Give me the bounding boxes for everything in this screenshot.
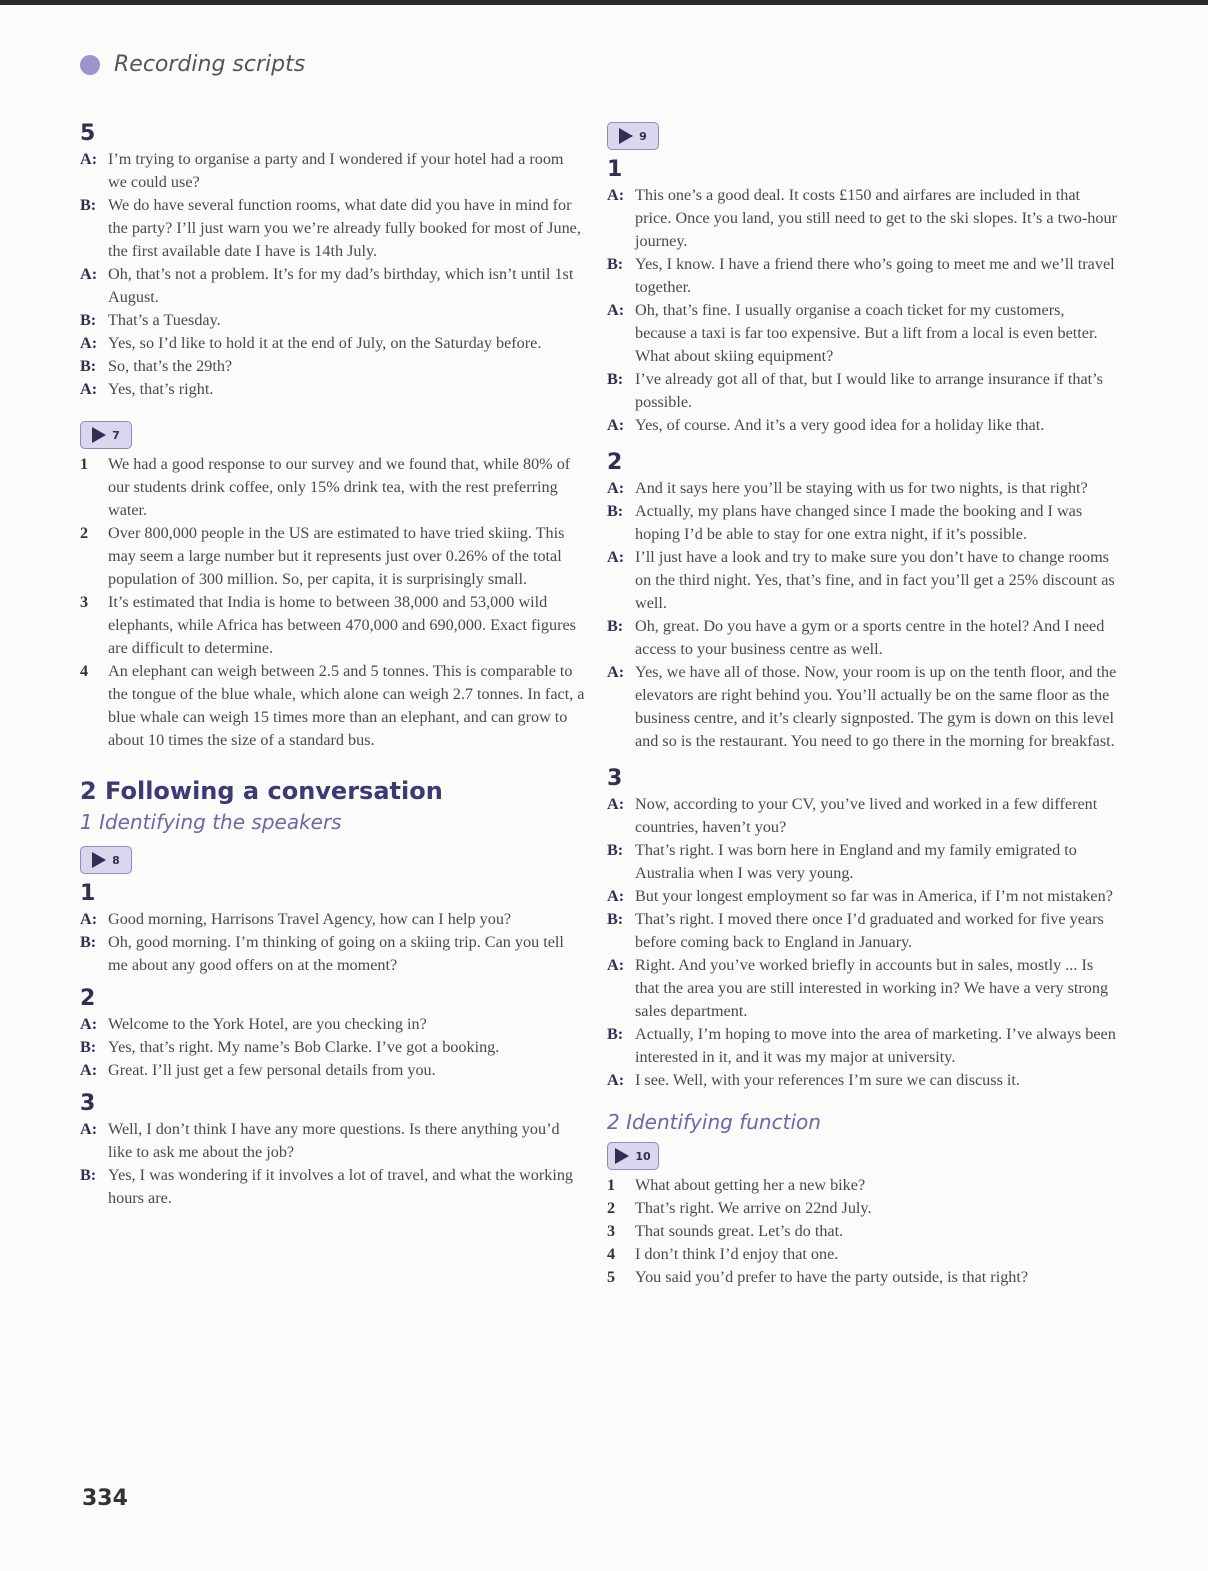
- dialogue-line: [607, 661, 1119, 753]
- item-text: An elephant can weigh between 2.5 and 5 tonnes. This is comparable to the tongue of the blue whale, which alone can weigh 2.7 tonnes. In fact, a blue whale can weigh 15 times more than an elephant, and can grow to about 10 times the size of a standard bus.: [108, 662, 585, 749]
- dialogue-line: [607, 299, 1119, 368]
- line-text: Now, according to your CV, you’ve lived and worked in a few different countries, haven’t you?: [635, 795, 1098, 836]
- speaker-label: A:: [607, 956, 625, 974]
- item-text: We had a good response to our survey and we found that, while 80% of our students drink coffee, only 15% drink tea, with the rest preferring water.: [108, 455, 571, 519]
- page-number: 334: [82, 1486, 128, 1511]
- line-text: Great. I’ll just get a few personal details from you.: [108, 1061, 436, 1079]
- dialogue-line: [607, 908, 1119, 954]
- page-header: [80, 52, 305, 77]
- track-number: 7: [112, 428, 120, 442]
- dialogue-line: [607, 414, 1119, 437]
- play-icon: [92, 427, 106, 443]
- speaker-label: B:: [80, 933, 97, 951]
- line-text: Welcome to the York Hotel, are you checking in?: [108, 1015, 427, 1033]
- dialogue-line: [607, 477, 1119, 500]
- dialogue-line: [607, 885, 1119, 908]
- dialogue-number: 5: [80, 121, 96, 146]
- item-text: You said you’d prefer to have the party outside, is that right?: [635, 1268, 1029, 1286]
- line-text: Oh, that’s not a problem. It’s for my dad’s birthday, which isn’t until 1st August.: [108, 265, 574, 306]
- bullet-dot-icon: [80, 55, 100, 75]
- speaker-label: B:: [607, 255, 624, 273]
- dialogue-line: [607, 253, 1119, 299]
- speaker-label: A:: [607, 479, 625, 497]
- line-text: Actually, my plans have changed since I made the booking and I was hoping I’d be able to stay for one extra night, if it’s possible.: [635, 502, 1083, 543]
- dialogue-line: [80, 309, 585, 332]
- dialogue-line: [80, 1036, 585, 1059]
- dialogue-line: [80, 1059, 585, 1082]
- item-number: 3: [607, 1222, 616, 1240]
- play-icon: [615, 1148, 629, 1164]
- dialogue-line: [607, 615, 1119, 661]
- page-title: Recording scripts: [114, 52, 306, 77]
- subsection-heading: 2 Identifying function: [607, 1110, 821, 1134]
- speaker-label: A:: [607, 416, 625, 434]
- line-text: But your longest employment so far was in America, if I’m not mistaken?: [635, 887, 1113, 905]
- speaker-label: B:: [607, 617, 624, 635]
- speaker-label: A:: [607, 301, 625, 319]
- item-text: What about getting her a new bike?: [635, 1176, 866, 1194]
- dialogue-line: [80, 263, 585, 309]
- speaker-label: B:: [80, 357, 97, 375]
- speaker-label: A:: [80, 150, 98, 168]
- dialogue-number: 2: [80, 986, 96, 1011]
- play-icon: [92, 852, 106, 868]
- dialogue-line: [80, 194, 585, 263]
- item-text: It’s estimated that India is home to between 38,000 and 53,000 wild elephants, while Africa has between 470,000 and 690,000. Exact figures are difficult to determine.: [108, 593, 576, 657]
- dialogue-line: [607, 1023, 1119, 1069]
- line-text: Yes, so I’d like to hold it at the end of July, on the Saturday before.: [108, 334, 542, 352]
- list-item: [80, 453, 585, 522]
- line-text: I’m trying to organise a party and I wondered if your hotel had a room we could use?: [108, 150, 564, 191]
- speaker-label: B:: [607, 910, 624, 928]
- item-number: 1: [80, 455, 89, 473]
- line-text: Yes, that’s right.: [108, 380, 214, 398]
- dialogue: [80, 148, 585, 401]
- line-text: That’s a Tuesday.: [108, 311, 221, 329]
- line-text: I see. Well, with your references I’m sure we can discuss it.: [635, 1071, 1020, 1089]
- line-text: I’ve already got all of that, but I would like to arrange insurance if that’s possible.: [635, 370, 1103, 411]
- item-number: 2: [80, 524, 89, 542]
- speaker-label: A:: [607, 1071, 625, 1089]
- line-text: Right. And you’ve worked briefly in accounts but in sales, mostly ... Is that the area you are still interested in working in? We have a very strong sales department.: [635, 956, 1109, 1020]
- dialogue-line: [80, 931, 585, 977]
- item-number: 3: [80, 593, 89, 611]
- speaker-label: A:: [80, 1061, 98, 1079]
- dialogue-line: [80, 378, 585, 401]
- dialogue-line: [607, 500, 1119, 546]
- dialogue-line: [607, 793, 1119, 839]
- speaker-label: A:: [607, 887, 625, 905]
- dialogue-number: 3: [607, 766, 623, 791]
- list-item: [607, 1243, 1119, 1266]
- list-item: [80, 522, 585, 591]
- line-text: Well, I don’t think I have any more questions. Is there anything you’d like to ask me about the job?: [108, 1120, 560, 1161]
- line-text: That’s right. I moved there once I’d graduated and worked for five years before coming back to England in January.: [635, 910, 1104, 951]
- line-text: Good morning, Harrisons Travel Agency, how can I help you?: [108, 910, 512, 928]
- line-text: This one’s a good deal. It costs £150 and airfares are included in that price. Once you land, you still need to get to the ski slopes. It’s a two-hour journey.: [635, 186, 1117, 250]
- list-item: [607, 1266, 1119, 1289]
- audio-track-button[interactable]: [607, 1142, 659, 1170]
- line-text: Oh, that’s fine. I usually organise a coach ticket for my customers, because a taxi is far too expensive. But a lift from a local is even better. What about skiing equipment?: [635, 301, 1098, 365]
- speaker-label: A:: [80, 910, 98, 928]
- track-number: 10: [635, 1149, 651, 1163]
- subsection-heading: 1 Identifying the speakers: [80, 810, 342, 834]
- track-number: 9: [639, 129, 647, 143]
- dialogue-line: [80, 355, 585, 378]
- speaker-label: A:: [80, 1120, 98, 1138]
- dialogue-line: [80, 908, 585, 931]
- speaker-label: B:: [80, 196, 97, 214]
- dialogue-line: [607, 546, 1119, 615]
- speaker-label: B:: [607, 1025, 624, 1043]
- line-text: That’s right. I was born here in England and my family emigrated to Australia when I was very young.: [635, 841, 1077, 882]
- item-text: That’s right. We arrive on 22nd July.: [635, 1199, 872, 1217]
- dialogue-line: [80, 1118, 585, 1164]
- speaker-label: A:: [607, 186, 625, 204]
- speaker-label: A:: [607, 795, 625, 813]
- line-text: Actually, I’m hoping to move into the area of marketing. I’ve always been interested in it, and it was my major at university.: [635, 1025, 1116, 1066]
- list-item: [80, 660, 585, 752]
- track-number: 8: [112, 853, 120, 867]
- speaker-label: A:: [607, 663, 625, 681]
- item-number: 4: [607, 1245, 616, 1263]
- item-number: 5: [607, 1268, 616, 1286]
- list-item: [607, 1197, 1119, 1220]
- line-text: Yes, I was wondering if it involves a lot of travel, and what the working hours are.: [108, 1166, 574, 1207]
- item-number: 2: [607, 1199, 616, 1217]
- dialogue-number: 1: [80, 881, 96, 906]
- speaker-label: A:: [80, 334, 98, 352]
- dialogue-line: [80, 1013, 585, 1036]
- speaker-label: B:: [607, 370, 624, 388]
- line-text: I’ll just have a look and try to make sure you don’t have to change rooms on the third night. Yes, that’s fine, and in fact you’ll get a 25% discount as well.: [635, 548, 1115, 612]
- list-item: [607, 1220, 1119, 1243]
- dialogue-number: 2: [607, 450, 623, 475]
- dialogue-line: [607, 839, 1119, 885]
- dialogue-line: [607, 368, 1119, 414]
- speaker-label: B:: [80, 311, 97, 329]
- item-text: I don’t think I’d enjoy that one.: [635, 1245, 839, 1263]
- line-text: And it says here you’ll be staying with us for two nights, is that right?: [635, 479, 1088, 497]
- audio-track-button[interactable]: [80, 421, 132, 449]
- item-text: That sounds great. Let’s do that.: [635, 1222, 844, 1240]
- item-number: 4: [80, 662, 89, 680]
- line-text: We do have several function rooms, what date did you have in mind for the party? I’ll just warn you we’re already fully booked for most of June, the first available date I have is 14th July.: [108, 196, 581, 260]
- list-item: [80, 591, 585, 660]
- line-text: Yes, we have all of those. Now, your room is up on the tenth floor, and the elevators are right behind you. You’ll actually be on the same floor as the business centre, and it’s clearly signposted. The gym is down on this level and so is the restaurant. You need to go there in the morning for breakfast.: [635, 663, 1117, 750]
- right-column: [607, 122, 1119, 1289]
- dialogue-line: [607, 954, 1119, 1023]
- speaker-label: B:: [607, 841, 624, 859]
- section-heading: 2 Following a conversation: [80, 777, 443, 805]
- numbered-list: [80, 453, 585, 752]
- dialogue-line: [80, 332, 585, 355]
- dialogue-line: [607, 1069, 1119, 1092]
- dialogue-line: [607, 184, 1119, 253]
- line-text: Yes, I know. I have a friend there who’s going to meet me and we’ll travel together.: [635, 255, 1115, 296]
- audio-track-button[interactable]: [80, 846, 132, 874]
- list-item: [607, 1174, 1119, 1197]
- line-text: Yes, that’s right. My name’s Bob Clarke. I’ve got a booking.: [108, 1038, 500, 1056]
- top-rule: [0, 0, 1208, 5]
- dialogue-line: [80, 148, 585, 194]
- numbered-list: [607, 1174, 1119, 1289]
- item-number: 1: [607, 1176, 616, 1194]
- dialogue-number: 1: [607, 157, 623, 182]
- speaker-label: B:: [80, 1166, 97, 1184]
- item-text: Over 800,000 people in the US are estimated to have tried skiing. This may seem a large number but it represents just over 0.26% of the total population of 300 million. So, per capita, it is surprisingly small.: [108, 524, 565, 588]
- line-text: Yes, of course. And it’s a very good idea for a holiday like that.: [635, 416, 1045, 434]
- dialogue-number: 3: [80, 1091, 96, 1116]
- left-column: [80, 118, 585, 1210]
- audio-track-button[interactable]: [607, 122, 659, 150]
- play-icon: [619, 128, 633, 144]
- dialogue-line: [80, 1164, 585, 1210]
- line-text: Oh, good morning. I’m thinking of going on a skiing trip. Can you tell me about any good offers on at the moment?: [108, 933, 564, 974]
- speaker-label: A:: [80, 380, 98, 398]
- line-text: So, that’s the 29th?: [108, 357, 233, 375]
- speaker-label: A:: [607, 548, 625, 566]
- speaker-label: B:: [607, 502, 624, 520]
- line-text: Oh, great. Do you have a gym or a sports centre in the hotel? And I need access to your business centre as well.: [635, 617, 1105, 658]
- speaker-label: A:: [80, 1015, 98, 1033]
- speaker-label: A:: [80, 265, 98, 283]
- speaker-label: B:: [80, 1038, 97, 1056]
